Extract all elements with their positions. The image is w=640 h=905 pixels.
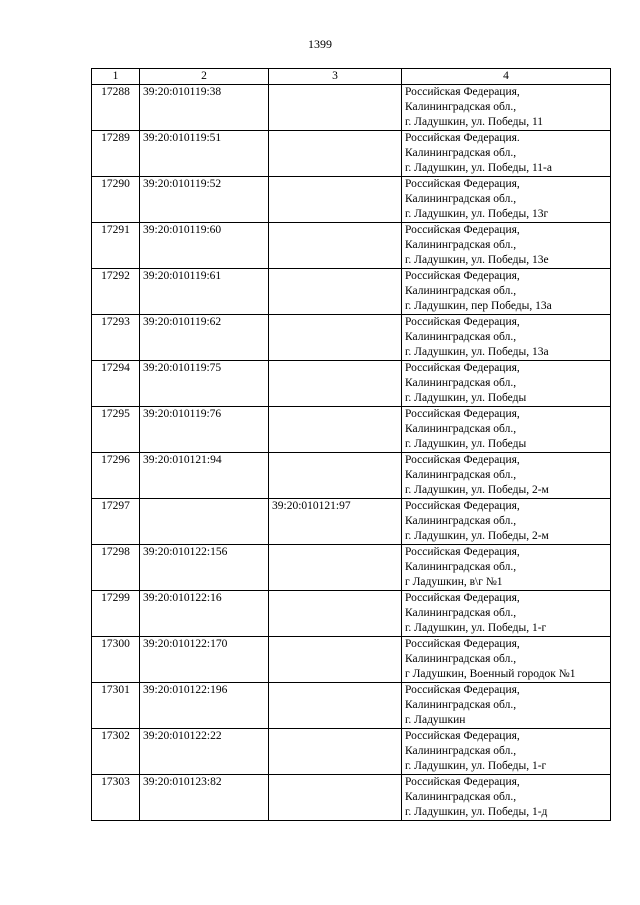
address-line: Российская Федерация, <box>405 408 520 420</box>
table-row <box>92 85 611 131</box>
related-cadastral-number-cell <box>269 315 402 361</box>
table-row <box>92 499 611 545</box>
row-number-cell: 17300 <box>92 637 140 683</box>
row-number-cell: 17299 <box>92 591 140 637</box>
cadastral-number-cell: 39:20:010123:82 <box>140 775 269 821</box>
address-line: Российская Федерация, <box>405 730 520 742</box>
related-cadastral-number-cell <box>269 269 402 315</box>
address-line: Калининградская обл., <box>405 653 517 665</box>
cadastral-number-cell: 39:20:010119:76 <box>140 407 269 453</box>
address-line: г. Ладушкин, ул. Победы, 2-м <box>405 484 549 496</box>
address-line: Калининградская обл., <box>405 285 517 297</box>
related-cadastral-number-cell <box>269 177 402 223</box>
table-row <box>92 729 611 775</box>
row-number-cell: 17302 <box>92 729 140 775</box>
registry-table <box>91 68 611 821</box>
table-header <box>92 69 611 85</box>
address-cell <box>402 131 611 177</box>
address-line: Калининградская обл., <box>405 607 517 619</box>
related-cadastral-number-cell <box>269 453 402 499</box>
address-line: г. Ладушкин, ул. Победы, 1-г <box>405 622 547 634</box>
related-cadastral-number-cell <box>269 131 402 177</box>
address-cell <box>402 85 611 131</box>
address-line: Калининградская обл., <box>405 469 517 481</box>
header-col-2: 2 <box>140 69 269 85</box>
address-line: г. Ладушкин, ул. Победы, 13е <box>405 254 549 266</box>
cadastral-number-cell: 39:20:010119:51 <box>140 131 269 177</box>
related-cadastral-number-cell <box>269 683 402 729</box>
address-line: Калининградская обл., <box>405 377 517 389</box>
address-line: Калининградская обл., <box>405 147 517 159</box>
row-number-cell: 17292 <box>92 269 140 315</box>
address-cell <box>402 269 611 315</box>
address-line: г. Ладушкин, ул. Победы, 13а <box>405 346 549 358</box>
cadastral-number-cell: 39:20:010119:38 <box>140 85 269 131</box>
header-col-4: 4 <box>402 69 611 85</box>
table-row <box>92 407 611 453</box>
cadastral-number-cell: 39:20:010121:94 <box>140 453 269 499</box>
address-line: Калининградская обл., <box>405 515 517 527</box>
address-line: Калининградская обл., <box>405 101 517 113</box>
address-line: Калининградская обл., <box>405 423 517 435</box>
address-line: Калининградская обл., <box>405 193 517 205</box>
cadastral-number-cell: 39:20:010122:196 <box>140 683 269 729</box>
address-line: Российская Федерация. <box>405 132 520 144</box>
cadastral-number-cell: 39:20:010122:16 <box>140 591 269 637</box>
related-cadastral-number-cell <box>269 591 402 637</box>
cadastral-number-cell: 39:20:010122:170 <box>140 637 269 683</box>
address-line: Калининградская обл., <box>405 745 517 757</box>
address-line: Калининградская обл., <box>405 561 517 573</box>
table-row <box>92 453 611 499</box>
row-number-cell: 17294 <box>92 361 140 407</box>
address-cell <box>402 315 611 361</box>
address-cell <box>402 177 611 223</box>
address-line: г. Ладушкин, пер Победы, 13а <box>405 300 552 312</box>
cadastral-number-cell: 39:20:010119:52 <box>140 177 269 223</box>
address-cell <box>402 361 611 407</box>
related-cadastral-number-cell: 39:20:010121:97 <box>269 499 402 545</box>
related-cadastral-number-cell <box>269 407 402 453</box>
address-line: Российская Федерация, <box>405 316 520 328</box>
related-cadastral-number-cell <box>269 729 402 775</box>
row-number-cell: 17289 <box>92 131 140 177</box>
address-line: Калининградская обл., <box>405 791 517 803</box>
address-line: Российская Федерация, <box>405 454 520 466</box>
address-cell <box>402 729 611 775</box>
related-cadastral-number-cell <box>269 775 402 821</box>
cadastral-number-cell: 39:20:010119:62 <box>140 315 269 361</box>
table-row <box>92 775 611 821</box>
cadastral-number-cell: 39:20:010119:60 <box>140 223 269 269</box>
address-cell <box>402 683 611 729</box>
table-row <box>92 637 611 683</box>
address-cell <box>402 775 611 821</box>
related-cadastral-number-cell <box>269 361 402 407</box>
row-number-cell: 17293 <box>92 315 140 361</box>
row-number-cell: 17298 <box>92 545 140 591</box>
cadastral-number-cell: 39:20:010122:156 <box>140 545 269 591</box>
address-line: Российская Федерация, <box>405 178 520 190</box>
address-line: Российская Федерация, <box>405 224 520 236</box>
address-line: г. Ладушкин, ул. Победы, 11-а <box>405 162 552 174</box>
address-line: г. Ладушкин <box>405 714 466 726</box>
address-line: Российская Федерация, <box>405 270 520 282</box>
address-cell <box>402 223 611 269</box>
address-line: Российская Федерация, <box>405 86 520 98</box>
row-number-cell: 17291 <box>92 223 140 269</box>
table-body <box>92 85 611 821</box>
related-cadastral-number-cell <box>269 85 402 131</box>
address-line: Российская Федерация, <box>405 684 520 696</box>
address-line: г. Ладушкин, ул. Победы, 1-г <box>405 760 547 772</box>
address-cell <box>402 453 611 499</box>
page-number: 1399 <box>308 37 332 51</box>
address-line: г. Ладушкин, ул. Победы <box>405 438 527 450</box>
cadastral-number-cell: 39:20:010119:75 <box>140 361 269 407</box>
table-row <box>92 269 611 315</box>
table-row <box>92 177 611 223</box>
address-line: г. Ладушкин, ул. Победы, 2-м <box>405 530 549 542</box>
address-line: Российская Федерация, <box>405 592 520 604</box>
cadastral-number-cell: 39:20:010119:61 <box>140 269 269 315</box>
row-number-cell: 17290 <box>92 177 140 223</box>
table-row <box>92 545 611 591</box>
address-cell <box>402 637 611 683</box>
related-cadastral-number-cell <box>269 223 402 269</box>
address-line: Российская Федерация, <box>405 546 520 558</box>
row-number-cell: 17297 <box>92 499 140 545</box>
row-number-cell: 17295 <box>92 407 140 453</box>
related-cadastral-number-cell <box>269 637 402 683</box>
address-line: Российская Федерация, <box>405 500 520 512</box>
address-line: г. Ладушкин, ул. Победы, 13г <box>405 208 549 220</box>
cadastral-number-cell: 39:20:010122:22 <box>140 729 269 775</box>
table-row <box>92 223 611 269</box>
address-cell <box>402 591 611 637</box>
address-line: Калининградская обл., <box>405 699 517 711</box>
row-number-cell: 17303 <box>92 775 140 821</box>
header-col-1: 1 <box>92 69 140 85</box>
table-row <box>92 361 611 407</box>
address-line: г. Ладушкин, ул. Победы <box>405 392 527 404</box>
table-row <box>92 591 611 637</box>
table-row <box>92 131 611 177</box>
address-line: г. Ладушкин, ул. Победы, 1-д <box>405 806 548 818</box>
address-line: Российская Федерация, <box>405 362 520 374</box>
row-number-cell: 17296 <box>92 453 140 499</box>
address-cell <box>402 407 611 453</box>
address-line: Российская Федерация, <box>405 638 520 650</box>
table-row <box>92 683 611 729</box>
address-line: Российская Федерация, <box>405 776 520 788</box>
address-line: г. Ладушкин, ул. Победы, 11 <box>405 116 544 128</box>
row-number-cell: 17301 <box>92 683 140 729</box>
address-line: г Ладушкин, Военный городок №1 <box>405 668 576 680</box>
address-cell <box>402 545 611 591</box>
related-cadastral-number-cell <box>269 545 402 591</box>
address-line: Калининградская обл., <box>405 331 517 343</box>
header-row <box>92 69 611 85</box>
address-line: Калининградская обл., <box>405 239 517 251</box>
cadastral-number-cell <box>140 499 269 545</box>
row-number-cell: 17288 <box>92 85 140 131</box>
address-cell <box>402 499 611 545</box>
table-row <box>92 315 611 361</box>
address-line: г Ладушкин, в\г №1 <box>405 576 503 588</box>
header-col-3: 3 <box>269 69 402 85</box>
